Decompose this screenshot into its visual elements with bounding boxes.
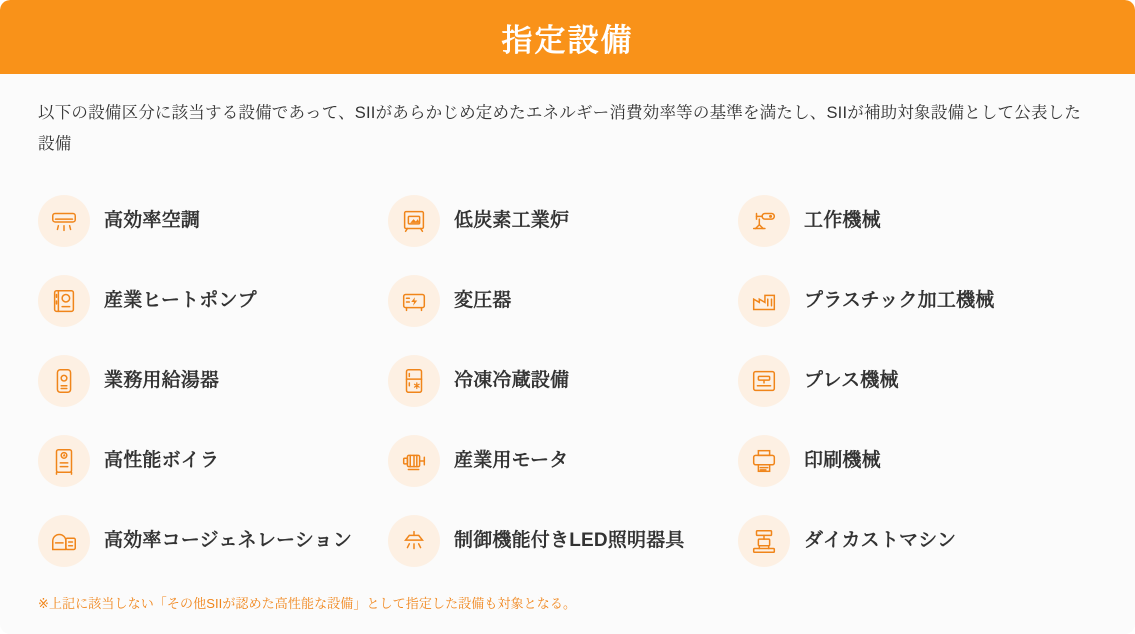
equipment-item	[738, 501, 1088, 581]
equipment-label: 変圧器	[454, 289, 512, 311]
equipment-label: 低炭素工業炉	[454, 209, 570, 231]
equipment-item	[738, 181, 1088, 261]
equipment-item	[388, 261, 738, 341]
transformer-icon	[388, 275, 440, 327]
equipment-item	[738, 261, 1088, 341]
equipment-label: 業務用給湯器	[104, 369, 220, 391]
equipment-label: プレス機械	[804, 369, 899, 391]
boiler-icon	[38, 435, 90, 487]
equipment-item	[38, 501, 388, 581]
industrial-motor-icon	[388, 435, 440, 487]
heat-pump-icon	[38, 275, 90, 327]
equipment-label: 冷凍冷蔵設備	[454, 369, 570, 391]
equipment-grid	[38, 181, 1097, 581]
equipment-label: 産業ヒートポンプ	[104, 289, 257, 311]
footnote: ※上記に該当しない「その他SIIが認めた高性能な設備」として指定した設備も対象となる。	[38, 596, 577, 611]
die-casting-machine-icon	[738, 515, 790, 567]
equipment-item	[38, 341, 388, 421]
equipment-item	[388, 501, 738, 581]
refrigeration-icon	[388, 355, 440, 407]
air-conditioner-icon	[38, 195, 90, 247]
page-title: 指定設備	[501, 22, 634, 58]
lead-paragraph: 以下の設備区分に該当する設備であって、SIIがあらかじめ定めたエネルギー消費効率等の基準を満たし、SIIが補助対象設備として公表した設備	[38, 104, 1082, 153]
card-body	[0, 74, 1135, 581]
equipment-label: 工作機械	[804, 209, 881, 231]
printing-machine-icon	[738, 435, 790, 487]
equipment-label: 高性能ボイラ	[104, 449, 220, 471]
equipment-item	[38, 261, 388, 341]
equipment-label: 制御機能付きLED照明器具	[454, 529, 685, 551]
equipment-item	[738, 421, 1088, 501]
equipment-item	[738, 341, 1088, 421]
machine-tool-icon	[738, 195, 790, 247]
equipment-label: 印刷機械	[804, 449, 881, 471]
equipment-item	[38, 421, 388, 501]
equipment-item	[388, 181, 738, 261]
water-heater-icon	[38, 355, 90, 407]
industrial-furnace-icon	[388, 195, 440, 247]
equipment-label: 高効率空調	[104, 209, 201, 231]
equipment-item	[388, 341, 738, 421]
equipment-label: 産業用モータ	[454, 449, 569, 471]
equipment-label: プラスチック加工機械	[804, 289, 995, 311]
led-lighting-icon	[388, 515, 440, 567]
cogeneration-icon	[38, 515, 90, 567]
equipment-label: ダイカストマシン	[804, 529, 957, 551]
equipment-label: 高効率コージェネレーション	[104, 529, 353, 551]
plastic-processing-machine-icon	[738, 275, 790, 327]
card-header	[0, 0, 1135, 74]
equipment-item	[38, 181, 388, 261]
press-machine-icon	[738, 355, 790, 407]
equipment-item	[388, 421, 738, 501]
